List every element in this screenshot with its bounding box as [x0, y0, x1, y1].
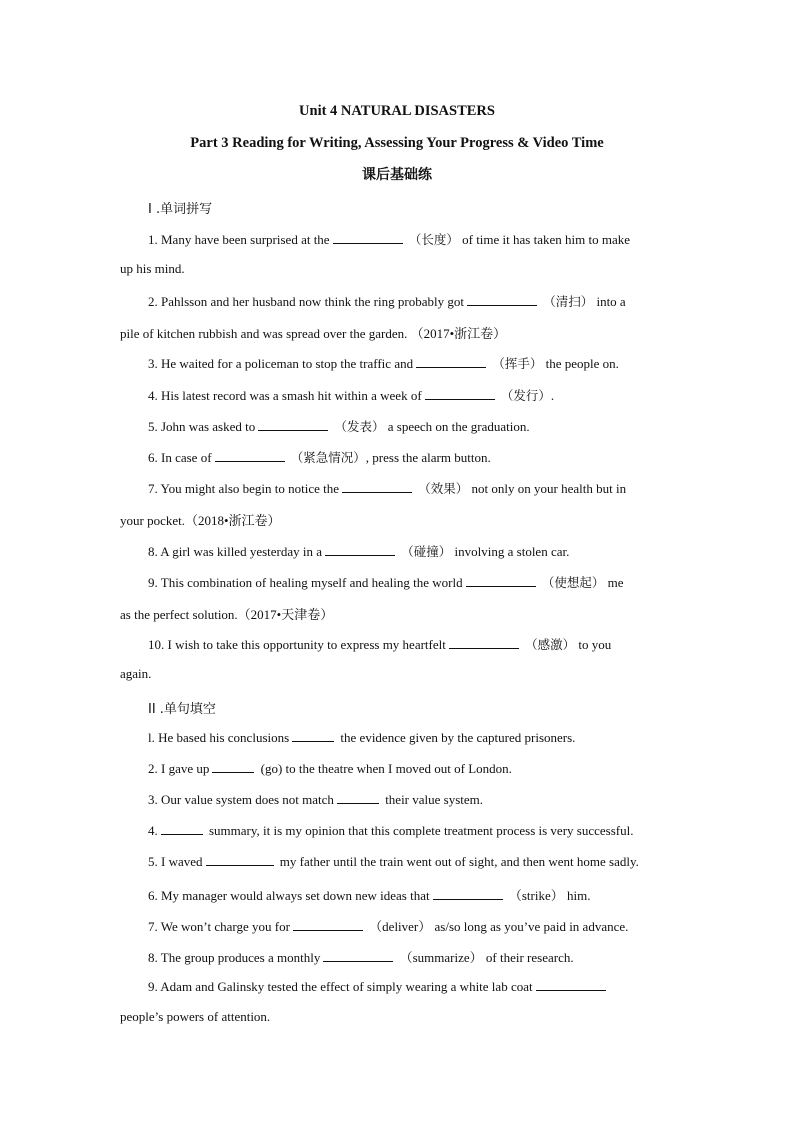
- hint: （感激）: [525, 637, 576, 652]
- hint: （strike）: [508, 888, 564, 903]
- answer-blank[interactable]: [323, 949, 393, 962]
- question-2: [148, 292, 674, 310]
- question-text: .: [550, 388, 555, 403]
- unit-title: Unit 4 NATURAL DISASTERS: [299, 103, 495, 119]
- question-text: me: [607, 575, 624, 590]
- question-text: their value system.: [385, 792, 484, 807]
- question-8: [148, 542, 674, 560]
- sentence-9: [148, 978, 674, 995]
- question-text: 2. Pahlsson and her husband now think the ring probably got: [148, 294, 464, 309]
- sentence-9-continued: people’s powers of attention.: [120, 1009, 271, 1024]
- hint: （效果）: [418, 481, 469, 496]
- section-heading-fill-in: II .单句填空: [148, 702, 216, 717]
- question-text: not only on your health but in: [471, 481, 627, 496]
- question-text: , press the alarm button.: [365, 450, 491, 465]
- question-4: [148, 386, 674, 404]
- question-text: 6. In case of: [148, 450, 212, 465]
- question-10-continued: again.: [120, 666, 152, 681]
- sentence-2: [148, 760, 674, 777]
- hint: （发行）: [500, 388, 551, 403]
- question-text: 7. You might also begin to notice the: [148, 481, 340, 496]
- answer-blank[interactable]: [258, 418, 328, 431]
- answer-blank[interactable]: [337, 791, 379, 804]
- hint: （碰撞）: [401, 544, 452, 559]
- question-text: 9. Adam and Galinsky tested the effect of simply wearing a white lab coat: [148, 979, 533, 994]
- answer-blank[interactable]: [466, 574, 536, 587]
- question-text: to you: [578, 637, 612, 652]
- question-7: [148, 479, 674, 497]
- question-5: [148, 417, 674, 435]
- question-9-continued: as the perfect solution.（2017•天津卷）: [120, 607, 334, 622]
- answer-blank[interactable]: [467, 293, 537, 306]
- question-2-continued: pile of kitchen rubbish and was spread over the garden. （2017•浙江卷）: [120, 326, 507, 341]
- section-heading-spelling: I .单词拼写: [148, 202, 213, 217]
- question-text: 8. The group produces a monthly: [148, 950, 321, 965]
- sentence-7: [148, 916, 674, 935]
- question-text: as/so long as you’ve paid in advance.: [434, 919, 629, 934]
- question-text: a speech on the graduation.: [387, 419, 530, 434]
- question-7-continued: your pocket.（2018•浙江卷）: [120, 513, 281, 528]
- question-text: 9. This combination of healing myself and healing the world: [148, 575, 463, 590]
- sentence-1: [148, 729, 674, 746]
- question-text: 3. He waited for a policeman to stop the traffic and: [148, 356, 414, 371]
- question-text: summary, it is my opinion that this complete treatment process is very successful.: [209, 823, 634, 838]
- hint: （挥手）: [492, 356, 543, 371]
- answer-blank[interactable]: [449, 636, 519, 649]
- question-text: him.: [567, 888, 591, 903]
- answer-blank[interactable]: [342, 480, 412, 493]
- answer-blank[interactable]: [433, 887, 503, 900]
- question-text: my father until the train went out of sight, and then went home sadly.: [279, 854, 639, 869]
- question-text: into a: [596, 294, 626, 309]
- question-text: of time it has taken him to make: [462, 232, 630, 247]
- question-text: the people on.: [545, 356, 619, 371]
- answer-blank[interactable]: [212, 760, 254, 773]
- question-10: [148, 635, 674, 653]
- question-text: 4.: [148, 823, 158, 838]
- question-text: 6. My manager would always set down new ideas that: [148, 888, 430, 903]
- question-text: 5. John was asked to: [148, 419, 256, 434]
- question-text: 10. I wish to take this opportunity to express my heartfelt: [148, 637, 446, 652]
- sentence-4: [148, 822, 674, 839]
- question-text: 1. Many have been surprised at the: [148, 232, 330, 247]
- subtitle: 课后基础练: [362, 167, 432, 183]
- answer-blank[interactable]: [333, 231, 403, 244]
- question-text: 4. His latest record was a smash hit within a week of: [148, 388, 422, 403]
- question-text: of their research.: [485, 950, 574, 965]
- answer-blank[interactable]: [536, 978, 606, 991]
- hint: （使想起）: [541, 575, 605, 590]
- question-text: l. He based his conclusions: [148, 730, 290, 745]
- sentence-3: [148, 791, 674, 808]
- answer-blank[interactable]: [425, 387, 495, 400]
- hint: （summarize）: [399, 950, 483, 965]
- question-text: 2. I gave up: [148, 761, 210, 776]
- question-text: 7. We won’t charge you for: [148, 919, 290, 934]
- hint: （紧急情况）: [290, 450, 366, 465]
- sentence-6: [148, 885, 674, 904]
- hint: （发表）: [334, 419, 385, 434]
- question-6: [148, 448, 674, 466]
- question-9: [148, 573, 674, 591]
- question-text: involving a stolen car.: [454, 544, 570, 559]
- hint: （长度）: [408, 232, 459, 247]
- answer-blank[interactable]: [161, 822, 203, 835]
- answer-blank[interactable]: [292, 729, 334, 742]
- answer-blank[interactable]: [206, 853, 274, 866]
- question-3: [148, 354, 674, 372]
- hint: （清扫）: [543, 294, 594, 309]
- hint: （deliver）: [369, 919, 432, 934]
- question-text: (go) to the theatre when I moved out of London.: [260, 761, 512, 776]
- part-title: Part 3 Reading for Writing, Assessing Your Progress & Video Time: [190, 135, 604, 151]
- question-text: 8. A girl was killed yesterday in a: [148, 544, 323, 559]
- question-1: [148, 230, 674, 248]
- answer-blank[interactable]: [416, 355, 486, 368]
- question-text: the evidence given by the captured prisoners.: [340, 730, 576, 745]
- answer-blank[interactable]: [293, 918, 363, 931]
- question-1-continued: up his mind.: [120, 261, 185, 276]
- answer-blank[interactable]: [325, 543, 395, 556]
- question-text: 5. I waved: [148, 854, 203, 869]
- sentence-8: [148, 947, 674, 966]
- question-text: 3. Our value system does not match: [148, 792, 334, 807]
- answer-blank[interactable]: [215, 449, 285, 462]
- sentence-5: [148, 853, 674, 870]
